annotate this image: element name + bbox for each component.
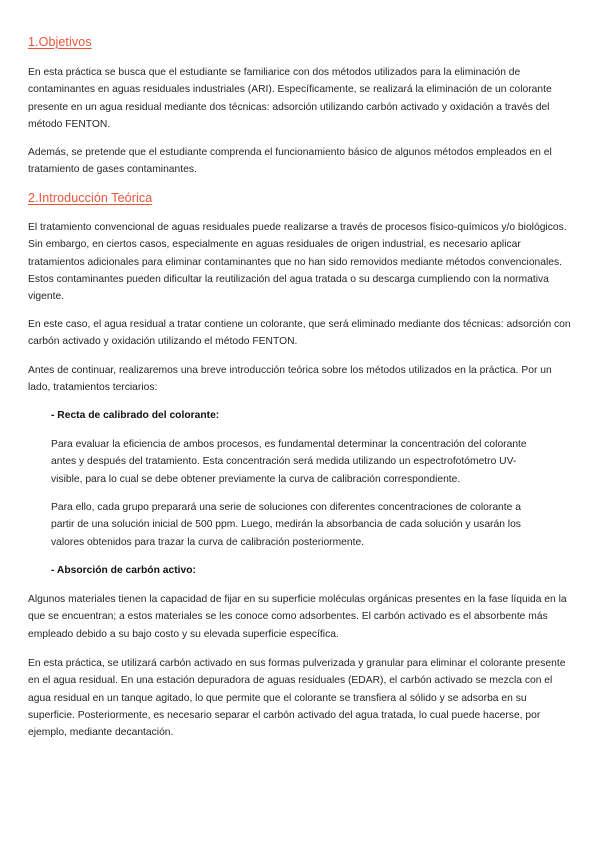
recta-paragraph-2: Para ello, cada grupo preparará una serie de soluciones con diferentes concentraciones de colorante a partir de una solución inicial de 500 ppm. Luego, medirán la absorbancia de cada solución y usarán los valores obtenidos para trazar la curva de calibración posteriormente. xyxy=(51,502,521,548)
subheading-recta-calibrado: - Recta de calibrado del colorante: xyxy=(51,410,220,421)
objetivos-paragraph-2: Además, se pretende que el estudiante comprenda el funcionamiento básico de algunos métodos empleados en el tratamiento de gases contaminantes. xyxy=(28,147,552,176)
absorcion-paragraph-2: En esta práctica, se utilizará carbón activado en sus formas pulverizada y granular para eliminar el colorante presente en el agua residual. En una estación depuradora de aguas residuales (EDAR), el carbón activado se mezcla con el agua residual en un tanque agitado, lo que permite que el colorante se transfiera al sólido y se adsorba en su superficie. Posteriormente, es necesario separar el carbón activado del agua tratada, lo cual puede hacerse, por ejemplo, mediante decantación. xyxy=(28,658,566,739)
subheading-absorcion-carbon: - Absorción de carbón activo: xyxy=(51,565,196,576)
introduccion-paragraph-3: Antes de continuar, realizaremos una breve introducción teórica sobre los métodos utilizados en la práctica. Por un lado, tratamientos terciarios: xyxy=(28,365,552,394)
section-heading-objetivos: 1.Objetivos xyxy=(28,35,92,49)
objetivos-paragraph-1: En esta práctica se busca que el estudiante se familiarice con dos métodos utilizados para la eliminación de contaminantes en aguas residuales industriales (ARI). Específicamente, se realizará la eliminación de un colorante presente en un agua residual mediante dos técnicas: adsorción utilizando carbón activado y oxidación a través del método FENTON. xyxy=(28,67,552,130)
introduccion-paragraph-1: El tratamiento convencional de aguas residuales puede realizarse a través de procesos físico-químicos y/o biológicos. Sin embargo, en ciertos casos, especialmente en aguas residuales de origen industrial, es necesario aplicar tratamientos adicionales para eliminar contaminantes que no han sido removidos mediante métodos convencionales. Estos contaminantes pueden dificultar la reutilización del agua tratada o su descarga cumpliendo con la normativa vigente. xyxy=(28,222,567,303)
recta-paragraph-1: Para evaluar la eficiencia de ambos procesos, es fundamental determinar la concentración del colorante antes y después del tratamiento. Esta concentración será medida utilizando un espectrofotómetro UV-visible, para lo cual se debe obtener previamente la curva de calibración correspondiente. xyxy=(51,439,527,485)
absorcion-paragraph-1: Algunos materiales tienen la capacidad de fijar en su superficie moléculas orgánicas presentes en la fase líquida en la que se encuentran; a estos materiales se les conoce como adsorbentes. El carbón activado es el absorbente más empleado debido a su bajo costo y su elevada superficie específica. xyxy=(28,594,567,640)
introduccion-paragraph-2: En este caso, el agua residual a tratar contiene un colorante, que será eliminado mediante dos técnicas: adsorción con carbón activado y oxidación utilizando el método FENTON. xyxy=(28,319,571,348)
section-heading-introduccion: 2.Introducción Teórica xyxy=(28,191,153,205)
